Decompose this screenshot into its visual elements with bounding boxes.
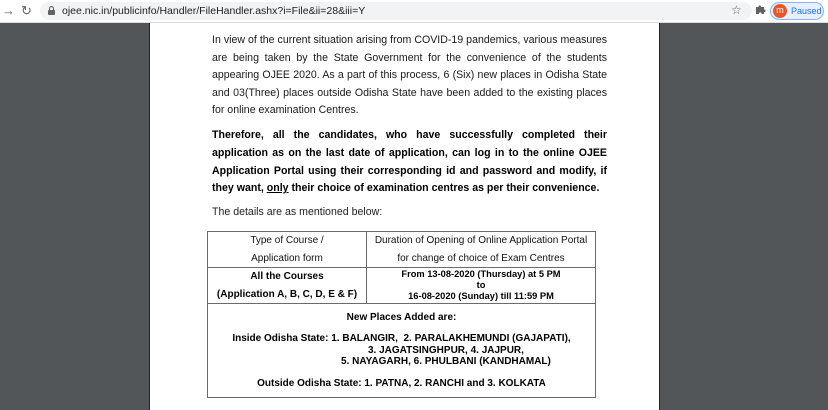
details-intro: The details are as mentioned below: [212, 206, 383, 218]
places-row [208, 304, 596, 398]
course-line1: All the Courses [250, 271, 324, 282]
header-col1-line1: Type of Course / [250, 235, 324, 246]
instruction-paragraph [212, 127, 607, 198]
duration-until: 16-08-2020 (Sunday) till 11:59 PM [408, 291, 554, 301]
address-bar[interactable] [40, 2, 752, 20]
places-title: New Places Added are: [346, 311, 457, 323]
header-col1-line2: Application form [251, 252, 323, 264]
extensions-puzzle-icon[interactable] [755, 4, 766, 15]
header-col2-line1: Duration of Opening of Online Application Portal [374, 235, 588, 246]
inside-places-line2: 3. JAGATSINGHPUR, 4. JAJPUR, [279, 344, 524, 356]
instruction-tail: their choice of examination centres as per their convenience. [288, 182, 600, 195]
duration-to-word: to [476, 280, 486, 290]
schedule-table [207, 231, 596, 398]
course-line2: (Application A, B, C, D, E & F) [216, 288, 358, 300]
header-col2-line2: for change of choice of Exam Centres [397, 252, 565, 264]
pdf-page [149, 23, 660, 410]
forward-arrow-icon[interactable]: → [2, 3, 15, 18]
inside-places-line1: Inside Odisha State: 1. BALANGIR, 2. PARALAKHEMUNDI (GAJAPATI), [232, 333, 571, 345]
url-text[interactable]: ojee.nic.in/publicinfo/Handler/FileHandler.ashx?i=File&ii=28&iii=Y [62, 5, 366, 17]
avatar: m [773, 4, 787, 18]
table-row [208, 268, 596, 304]
reload-icon[interactable]: ↻ [21, 3, 32, 18]
profile-button[interactable] [770, 2, 824, 20]
intro-paragraph: In view of the current situation arising from COVID-19 pandemics, various measures are being taken by the State Government for the convenience of the students appearing OJEE 2020. As a part of this process, 6 (Six) new places in Odisha State and 03(Three) places outside Odisha State have been added to the existing places for online examination Centres. [212, 34, 607, 117]
duration-cell [367, 268, 596, 304]
header-duration [367, 232, 596, 268]
outside-places: Outside Odisha State: 1. PATNA, 2. RANCHI and 3. KOLKATA [257, 377, 546, 389]
places-cell [208, 304, 596, 398]
browser-toolbar [0, 0, 828, 23]
course-cell [208, 268, 367, 304]
inside-places-line3: 5. NAYAGARH, 6. PHULBANI (KANDHAMAL) [252, 356, 551, 368]
duration-from: From 13-08-2020 (Thursday) at 5 PM [401, 269, 561, 279]
underlined-only: only [266, 182, 289, 195]
instruction-text: Therefore, all the candidates, who have successfully completed their application as on the last date of application, can log in to the online OJEE Application Portal using their corresponding id and password and modify, if they want, [212, 129, 607, 195]
header-course-type [208, 232, 367, 268]
table-header-row [208, 232, 596, 268]
bookmark-star-icon[interactable]: ☆ [731, 3, 742, 17]
profile-status: Paused [791, 6, 822, 16]
lock-icon [48, 6, 55, 15]
